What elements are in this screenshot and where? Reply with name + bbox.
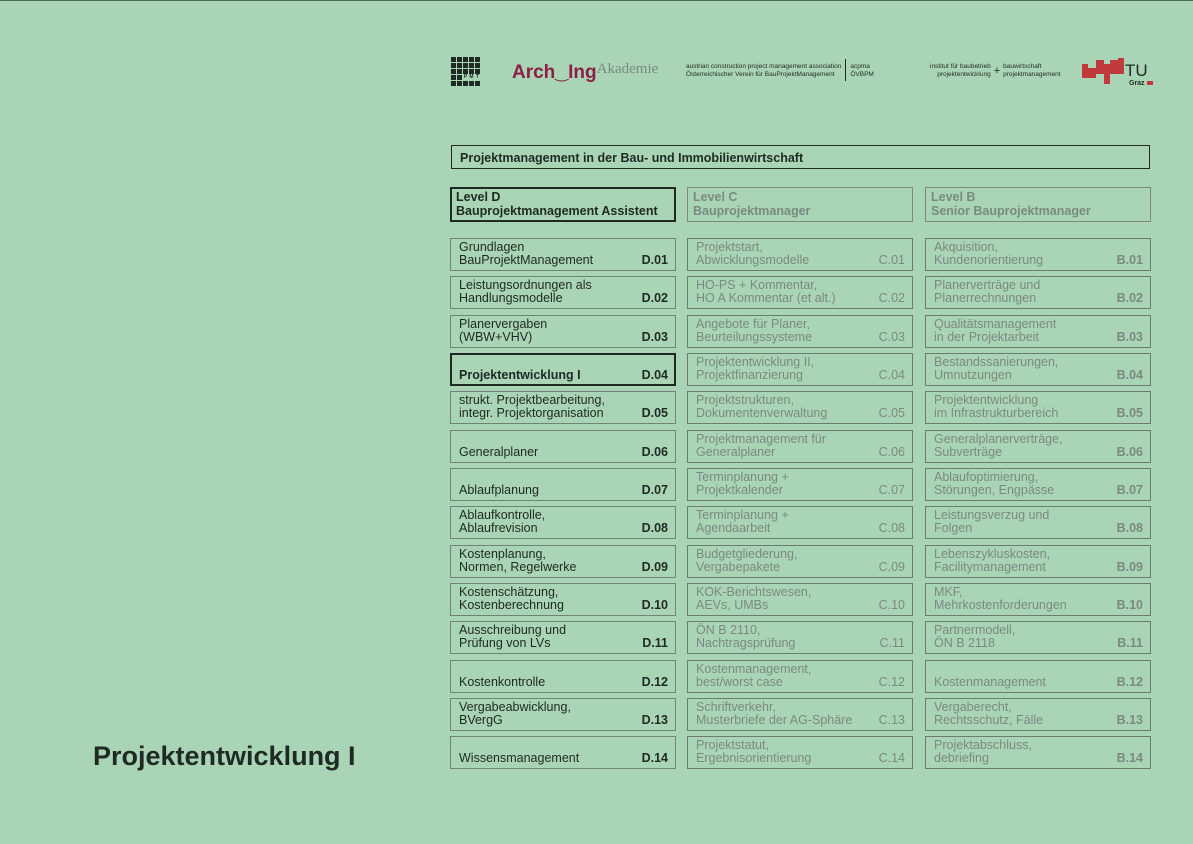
level-b-header[interactable]: [925, 187, 1151, 222]
module-title: HO-PS + Kommentar, HO A Kommentar (et alt.): [696, 278, 836, 306]
module-title: Terminplanung + Projektkalender: [696, 470, 789, 498]
module-cell[interactable]: [687, 353, 913, 386]
graz-text: Graz: [1129, 80, 1145, 86]
module-code: B.10: [1116, 598, 1143, 613]
module-code: C.04: [878, 368, 905, 383]
module-title: Ablaufkontrolle, Ablaufrevision: [459, 508, 546, 536]
module-title: Ablaufoptimierung, Störungen, Engpässe: [934, 470, 1055, 498]
module-code: B.14: [1116, 751, 1143, 766]
module-code: B.04: [1116, 368, 1143, 383]
module-code: B.09: [1116, 559, 1143, 574]
module-cell[interactable]: [450, 468, 676, 501]
module-title: Vergabeabwicklung, BVergG: [459, 700, 571, 728]
module-title: Projektstart, Abwicklungsmodelle: [696, 240, 810, 267]
module-cell[interactable]: [450, 353, 676, 386]
module-cell[interactable]: [450, 276, 676, 309]
acpma-abbr2: ÖVBPM: [850, 71, 874, 78]
module-code: C.11: [879, 636, 905, 651]
module-code: D.06: [641, 444, 668, 459]
top-border: [0, 0, 1193, 1]
institute-l1: institut für baubetrieb: [930, 63, 991, 70]
level-c-line2: Bauprojektmanager: [693, 204, 811, 218]
module-code: C.02: [878, 291, 905, 306]
module-title: Leistungsverzug und Folgen: [934, 508, 1050, 536]
module-cell[interactable]: [925, 506, 1151, 539]
module-code: C.10: [878, 598, 905, 613]
module-title: Kostenmanagement: [934, 674, 1046, 689]
module-code: B.05: [1116, 406, 1143, 421]
module-code: C.05: [878, 406, 905, 421]
module-title: Leistungsordnungen als Handlungsmodelle: [459, 278, 592, 306]
module-cell[interactable]: [925, 621, 1151, 654]
module-cell[interactable]: [925, 660, 1151, 693]
level-b-modules: [925, 238, 1151, 775]
module-code: C.09: [878, 559, 905, 574]
module-cell[interactable]: [687, 238, 913, 271]
module-title: Budgetgliederung, Vergabepakete: [696, 546, 798, 574]
module-code: B.08: [1116, 521, 1143, 536]
module-code: C.14: [878, 751, 905, 766]
module-cell[interactable]: [687, 468, 913, 501]
module-title: Lebenszykluskosten, Facilitymanagement: [934, 546, 1051, 574]
module-title: Projektentwicklung im Infrastrukturbereich: [934, 393, 1059, 421]
arching-logo-b: Ing: [568, 62, 597, 83]
level-b-line2: Senior Bauprojektmanager: [931, 204, 1091, 218]
module-cell[interactable]: [450, 698, 676, 731]
module-title: Projektentwicklung I: [459, 368, 581, 383]
page-title: Projektentwicklung I: [93, 741, 356, 771]
module-title: strukt. Projektbearbeitung, integr. Projektorganisation: [459, 393, 605, 421]
arching-logo-c: Akademie: [596, 61, 659, 77]
module-cell[interactable]: [687, 583, 913, 616]
module-title: Terminplanung + Agendaarbeit: [696, 508, 789, 536]
module-cell[interactable]: [687, 621, 913, 654]
institute-logo: [930, 63, 1061, 79]
module-code: C.07: [878, 483, 905, 498]
institute-r1: bauwirtschaft: [1003, 63, 1042, 70]
module-cell[interactable]: [450, 430, 676, 463]
module-title: Angebote für Planer, Beurteilungssysteme: [696, 316, 813, 344]
module-code: D.10: [641, 598, 668, 613]
module-cell[interactable]: [450, 736, 676, 769]
arching-akademie-logo: Arch‿Ing$^{Akademie}$: [512, 61, 659, 83]
module-code: B.12: [1116, 674, 1143, 689]
module-title: Akquisition, Kundenorientierung: [934, 240, 1044, 267]
module-title: Kostenschätzung, Kostenberechnung: [459, 585, 564, 613]
module-cell[interactable]: [925, 353, 1151, 386]
module-code: D.11: [642, 636, 668, 651]
module-code: D.03: [641, 329, 668, 344]
module-cell[interactable]: [925, 583, 1151, 616]
module-title: Ausschreibung und Prüfung von LVs: [459, 623, 567, 651]
module-title: Wissensmanagement: [459, 751, 580, 766]
module-code: C.13: [878, 713, 905, 728]
level-c-modules: [687, 238, 913, 775]
module-cell[interactable]: [925, 391, 1151, 424]
module-cell[interactable]: [687, 506, 913, 539]
module-title: Planervergaben (WBW+VHV): [459, 316, 548, 344]
module-code: D.13: [641, 713, 668, 728]
pmt-logo: P M T: [451, 57, 481, 87]
module-code: B.13: [1116, 713, 1143, 728]
module-cell[interactable]: [925, 468, 1151, 501]
acpma-logo: [686, 63, 874, 85]
level-d-line2: Bauprojektmanagement Assistent: [456, 204, 658, 218]
module-cell[interactable]: [925, 545, 1151, 578]
institute-l2: projektentwicklung: [937, 71, 991, 78]
module-cell[interactable]: [687, 430, 913, 463]
level-d-line1: Level D: [456, 190, 501, 204]
program-title: Projektmanagement in der Bau- und Immobilienwirtschaft: [451, 145, 1150, 169]
module-code: B.03: [1116, 329, 1143, 344]
module-code: D.14: [641, 751, 668, 766]
module-cell[interactable]: [450, 583, 676, 616]
level-b-line1: Level B: [931, 190, 976, 204]
module-code: D.01: [641, 253, 668, 267]
module-title: KOK-Berichtswesen, AEVs, UMBs: [696, 585, 812, 613]
level-c-line1: Level C: [693, 190, 738, 204]
acpma-line1: austrian construction project management association: [686, 63, 842, 70]
module-code: D.02: [641, 291, 668, 306]
module-code: B.06: [1116, 444, 1143, 459]
module-code: B.07: [1116, 483, 1143, 498]
acpma-abbr1: acpma: [850, 63, 870, 70]
module-cell[interactable]: [925, 698, 1151, 731]
module-title: Projektabschluss, debriefing: [934, 738, 1032, 766]
module-title: MKF, Mehrkostenforderungen: [934, 585, 1067, 613]
module-title: Projektstatut, Ergebnisorientierung: [696, 738, 812, 766]
module-cell[interactable]: [687, 276, 913, 309]
module-title: Kostenmanagement, best/worst case: [696, 661, 812, 689]
module-code: C.01: [878, 253, 905, 267]
institute-plus: +: [993, 65, 1001, 77]
module-title: Generalplaner: [459, 444, 539, 459]
level-d-header[interactable]: [450, 187, 676, 222]
module-title: Vergaberecht, Rechtsschutz, Fälle: [934, 700, 1044, 728]
module-cell[interactable]: [925, 315, 1151, 348]
module-code: D.07: [641, 483, 668, 498]
module-code: C.12: [878, 674, 905, 689]
module-code: C.06: [878, 444, 905, 459]
module-cell[interactable]: [450, 660, 676, 693]
module-title: ÖN B 2110, Nachtragsprüfung: [696, 623, 796, 651]
module-cell[interactable]: [925, 276, 1151, 309]
module-title: Projektstrukturen, Dokumentenverwaltung: [696, 393, 828, 421]
module-title: Schriftverkehr, Musterbriefe der AG-Sphäre: [696, 700, 853, 728]
module-title: Kostenplanung, Normen, Regelwerke: [459, 546, 577, 574]
module-cell[interactable]: [687, 736, 913, 769]
module-title: Qualitätsmanagement in der Projektarbeit: [934, 316, 1057, 344]
module-cell[interactable]: [687, 391, 913, 424]
module-cell[interactable]: [450, 621, 676, 654]
module-code: C.08: [878, 521, 905, 536]
module-code: D.04: [641, 368, 668, 383]
module-cell[interactable]: [687, 660, 913, 693]
module-cell[interactable]: [687, 698, 913, 731]
module-title: Generalplanerverträge, Subverträge: [934, 431, 1063, 459]
institute-r2: projektmanagement: [1003, 71, 1061, 78]
module-cell[interactable]: [925, 430, 1151, 463]
module-code: D.12: [641, 674, 668, 689]
module-title: Partnermodell, ÖN B 2118: [934, 623, 1016, 651]
module-cell[interactable]: [450, 238, 676, 271]
level-d-modules: [450, 238, 676, 775]
module-cell[interactable]: [450, 315, 676, 348]
module-code: D.08: [641, 521, 668, 536]
tu-graz-logo: [1082, 58, 1154, 86]
module-title: Projektmanagement für Generalplaner: [696, 431, 826, 459]
module-code: D.05: [641, 406, 668, 421]
module-code: B.11: [1117, 636, 1143, 651]
module-cell[interactable]: [925, 238, 1151, 271]
module-code: C.03: [878, 329, 905, 344]
module-cell[interactable]: [925, 736, 1151, 769]
module-code: B.02: [1116, 291, 1143, 306]
module-code: D.09: [641, 559, 668, 574]
module-title: Projektentwicklung II, Projektfinanzierung: [696, 355, 815, 383]
tu-text: TU: [1125, 61, 1148, 80]
level-c-header[interactable]: [687, 187, 913, 222]
module-title: Planerverträge und Planerrechnungen: [934, 278, 1041, 306]
module-title: Grundlagen BauProjektManagement: [459, 240, 594, 267]
module-cell[interactable]: [450, 506, 676, 539]
module-code: B.01: [1116, 253, 1143, 267]
module-cell[interactable]: [450, 545, 676, 578]
acpma-line2: Österreichischer Verein für BauProjektManagement: [686, 71, 835, 78]
module-cell[interactable]: [687, 545, 913, 578]
module-title: Kostenkontrolle: [459, 674, 546, 689]
arching-logo-a: Arch: [512, 62, 556, 83]
module-cell[interactable]: [687, 315, 913, 348]
module-cell[interactable]: [450, 391, 676, 424]
module-title: Ablaufplanung: [459, 483, 539, 498]
module-title: Bestandssanierungen, Umnutzungen: [934, 355, 1059, 383]
